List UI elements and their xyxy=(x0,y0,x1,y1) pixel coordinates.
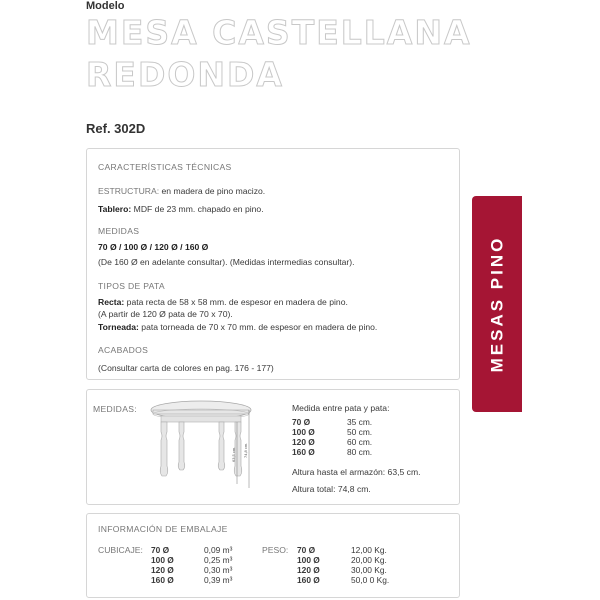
cubicaje-label: CUBICAJE: xyxy=(98,545,143,555)
tablero-line xyxy=(98,204,264,214)
torneada-text: pata torneada de 70 x 70 mm. de espesor en madera de pino. xyxy=(141,322,378,332)
pack-peso-size: 160 Ø xyxy=(297,575,320,585)
peso-label: PESO: xyxy=(262,545,289,555)
altura-armazon: Altura hasta el armazón: 63,5 cm. xyxy=(292,467,421,477)
packaging-title: INFORMACIÓN DE EMBALAJE xyxy=(98,524,228,534)
medidas-title: MEDIDAS xyxy=(98,226,140,236)
pack-peso-size: 70 Ø xyxy=(297,545,316,555)
product-title-line1: MESA CASTELLANA xyxy=(86,13,472,52)
row-value: 80 cm. xyxy=(347,447,373,457)
pack-size: 70 Ø xyxy=(151,545,170,555)
pack-cubic: 0,09 m³ xyxy=(204,545,233,555)
recta-line xyxy=(98,297,348,307)
category-side-label-text: MESAS PINO xyxy=(487,235,506,373)
row-size: 160 Ø xyxy=(292,447,315,457)
row-size: 120 Ø xyxy=(292,437,315,447)
measurements-box xyxy=(86,389,460,505)
pack-weight: 50,0 0 Kg. xyxy=(351,575,390,585)
medidas-sizes-text: 70 Ø / 100 Ø / 120 Ø / 160 Ø xyxy=(98,242,209,252)
pack-size: 100 Ø xyxy=(151,555,174,565)
category-side-label xyxy=(470,196,524,412)
row-value: 50 cm. xyxy=(347,427,373,437)
modelo-label: Modelo xyxy=(86,0,125,12)
tipos-title: TIPOS DE PATA xyxy=(98,281,165,291)
pack-peso-size: 120 Ø xyxy=(297,565,320,575)
between-legs-title: Medida entre pata y pata: xyxy=(292,403,390,413)
recta-text: pata recta de 58 x 58 mm. de espesor en madera de pino. xyxy=(126,297,348,307)
estructura-label: ESTRUCTURA: xyxy=(98,186,160,196)
torneada-label: Torneada: xyxy=(98,322,139,332)
row-size: 70 Ø xyxy=(292,417,311,427)
recta-note: (A partir de 120 Ø pata de 70 x 70). xyxy=(98,309,233,319)
pack-weight: 30,00 Kg. xyxy=(351,565,387,575)
estructura-text: en madera de pino macizo. xyxy=(161,186,266,196)
torneada-line xyxy=(98,322,377,332)
pack-peso-size: 100 Ø xyxy=(297,555,320,565)
dim-total-label: 74,8 cm. xyxy=(243,442,248,458)
dim-armazon-label: 63,5 cm. xyxy=(231,446,236,462)
recta-label: Recta: xyxy=(98,297,125,307)
table-legs xyxy=(160,422,242,476)
pack-size: 160 Ø xyxy=(151,575,174,585)
pack-weight: 20,00 Kg. xyxy=(351,555,387,565)
product-title-line2: REDONDA xyxy=(86,55,284,94)
medidas-sizes xyxy=(98,242,208,252)
tablero-label: Tablero: xyxy=(98,204,132,214)
specs-title: CARACTERÍSTICAS TÉCNICAS xyxy=(98,162,232,172)
packaging-box xyxy=(86,513,460,598)
tablero-text: MDF de 23 mm. chapado en pino. xyxy=(133,204,264,214)
row-value: 35 cm. xyxy=(347,417,373,427)
table-drawing xyxy=(149,396,259,496)
pack-size: 120 Ø xyxy=(151,565,174,575)
product-reference: Ref. 302D xyxy=(86,121,146,136)
technical-specs-box xyxy=(86,148,460,380)
acabados-note: (Consultar carta de colores en pag. 176 - 177) xyxy=(98,363,274,373)
altura-total: Altura total: 74,8 cm. xyxy=(292,484,371,494)
pack-cubic: 0,39 m³ xyxy=(204,575,233,585)
medidas-note: (De 160 Ø en adelante consultar). (Medidas intermedias consultar). xyxy=(98,257,355,267)
measurements-title: MEDIDAS: xyxy=(93,404,137,414)
pack-weight: 12,00 Kg. xyxy=(351,545,387,555)
estructura-line xyxy=(98,186,265,196)
row-size: 100 Ø xyxy=(292,427,315,437)
acabados-title: ACABADOS xyxy=(98,345,149,355)
pack-cubic: 0,25 m³ xyxy=(204,555,233,565)
pack-cubic: 0,30 m³ xyxy=(204,565,233,575)
row-value: 60 cm. xyxy=(347,437,373,447)
